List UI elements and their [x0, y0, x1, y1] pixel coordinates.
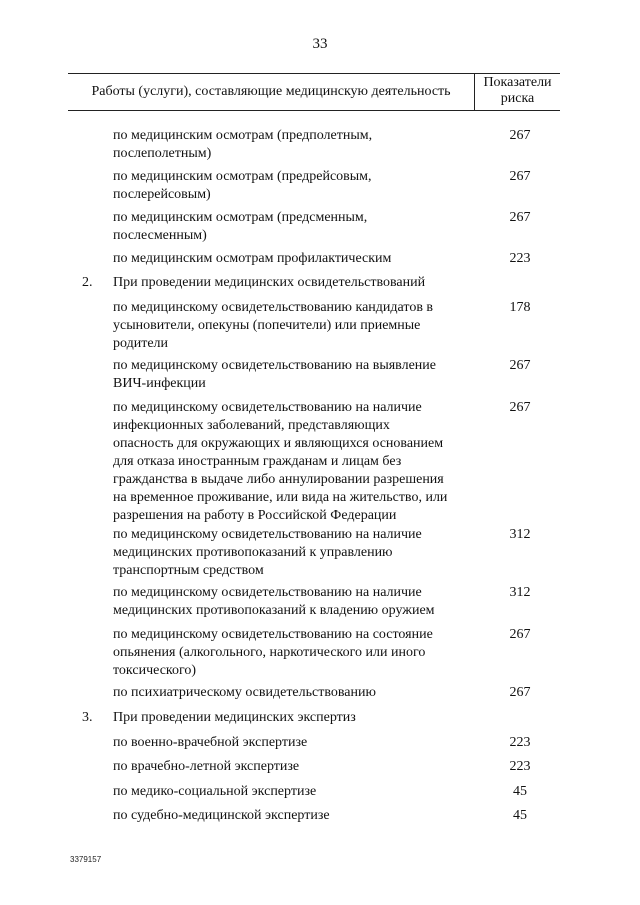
- table-header-top-rule: [68, 73, 560, 74]
- table-header-risk: [475, 75, 560, 107]
- table-header-risk-line2: риска: [500, 91, 535, 106]
- risk-value: 267: [509, 358, 531, 373]
- text-line: по психиатрическому освидетельствованию: [113, 685, 376, 700]
- text-line: При проведении медицинских освидетельствований: [113, 275, 426, 290]
- text-line: послесменным): [113, 228, 207, 243]
- text-line: разрешения на работу в Российской Федерации: [113, 508, 397, 523]
- service-description: [113, 168, 473, 204]
- risk-value: 267: [509, 685, 531, 700]
- service-description: [113, 250, 473, 268]
- service-description: [113, 127, 473, 163]
- risk-value: 267: [509, 210, 531, 225]
- text-line: для отказа иностранным гражданам и лицам без: [113, 454, 402, 469]
- text-line: по медицинскому освидетельствованию на наличие: [113, 527, 422, 542]
- text-line: по медицинскому освидетельствованию на наличие: [113, 585, 422, 600]
- text-line: по медицинским осмотрам (предполетным,: [113, 128, 373, 143]
- service-description: [113, 209, 473, 245]
- text-line: по медицинским осмотрам (предрейсовым,: [113, 169, 372, 184]
- text-line: по медицинским осмотрам (предсменным,: [113, 210, 368, 225]
- risk-value: 267: [509, 627, 531, 642]
- text-line: опасность для окружающих и являющихся основанием: [113, 436, 444, 451]
- risk-value: 267: [509, 400, 531, 415]
- text-line: транспортным средством: [113, 563, 264, 578]
- risk-value: 312: [509, 585, 531, 600]
- service-description: [113, 734, 473, 752]
- text-line: гражданства в выдаче либо аннулировании разрешения: [113, 472, 444, 487]
- text-line: опьянения (алкогольного, наркотического или иного: [113, 645, 426, 660]
- text-line: по медицинскому освидетельствованию кандидатов в: [113, 300, 434, 315]
- section-number: 3.: [82, 710, 93, 725]
- text-line: по медицинскому освидетельствованию на состояние: [113, 627, 433, 642]
- risk-value: 223: [509, 251, 531, 266]
- text-line: послерейсовым): [113, 187, 211, 202]
- text-line: инфекционных заболеваний, представляющих: [113, 418, 390, 433]
- text-line: токсического): [113, 663, 197, 678]
- service-description: [113, 684, 473, 702]
- text-line: послеполетным): [113, 146, 212, 161]
- text-line: по медико-социальной экспертизе: [113, 784, 317, 799]
- text-line: усыновители, опекуны (попечители) или приемные: [113, 318, 421, 333]
- text-line: ВИЧ-инфекции: [113, 376, 206, 391]
- risk-value: 312: [509, 527, 531, 542]
- text-line: по военно-врачебной экспертизе: [113, 735, 308, 750]
- risk-value: 223: [509, 735, 531, 750]
- document-code: 3379157: [70, 855, 102, 864]
- service-description: [113, 758, 473, 776]
- text-line: по медицинскому освидетельствованию на выявление: [113, 358, 436, 373]
- section-number: 2.: [82, 275, 93, 290]
- text-line: по медицинским осмотрам профилактическим: [113, 251, 392, 266]
- risk-value: 45: [513, 784, 527, 799]
- service-description: [113, 399, 473, 525]
- table-header-risk-line1: Показатели: [483, 75, 552, 90]
- risk-value: 45: [513, 808, 527, 823]
- table-header-bottom-rule: [68, 110, 560, 111]
- section-title: [113, 709, 533, 727]
- text-line: медицинских противопоказаний к владению оружием: [113, 603, 435, 618]
- text-line: по судебно-медицинской экспертизе: [113, 808, 330, 823]
- service-description: [113, 526, 473, 580]
- text-line: по врачебно-летной экспертизе: [113, 759, 300, 774]
- text-line: медицинских противопоказаний к управлению: [113, 545, 393, 560]
- page-number: 33: [312, 36, 328, 52]
- text-line: по медицинскому освидетельствованию на наличие: [113, 400, 422, 415]
- service-description: [113, 299, 473, 353]
- risk-value: 267: [509, 128, 531, 143]
- section-title: [113, 274, 533, 292]
- text-line: При проведении медицинских экспертиз: [113, 710, 356, 725]
- service-description: [113, 357, 473, 393]
- service-description: [113, 783, 473, 801]
- service-description: [113, 807, 473, 825]
- service-description: [113, 626, 473, 680]
- text-line: на временное проживание, или вида на жительство, или: [113, 490, 448, 505]
- service-description: [113, 584, 473, 620]
- table-header-works: Работы (услуги), составляющие медицинскую деятельность: [91, 84, 451, 99]
- risk-value: 267: [509, 169, 531, 184]
- risk-value: 223: [509, 759, 531, 774]
- risk-value: 178: [509, 300, 531, 315]
- text-line: родители: [113, 336, 169, 351]
